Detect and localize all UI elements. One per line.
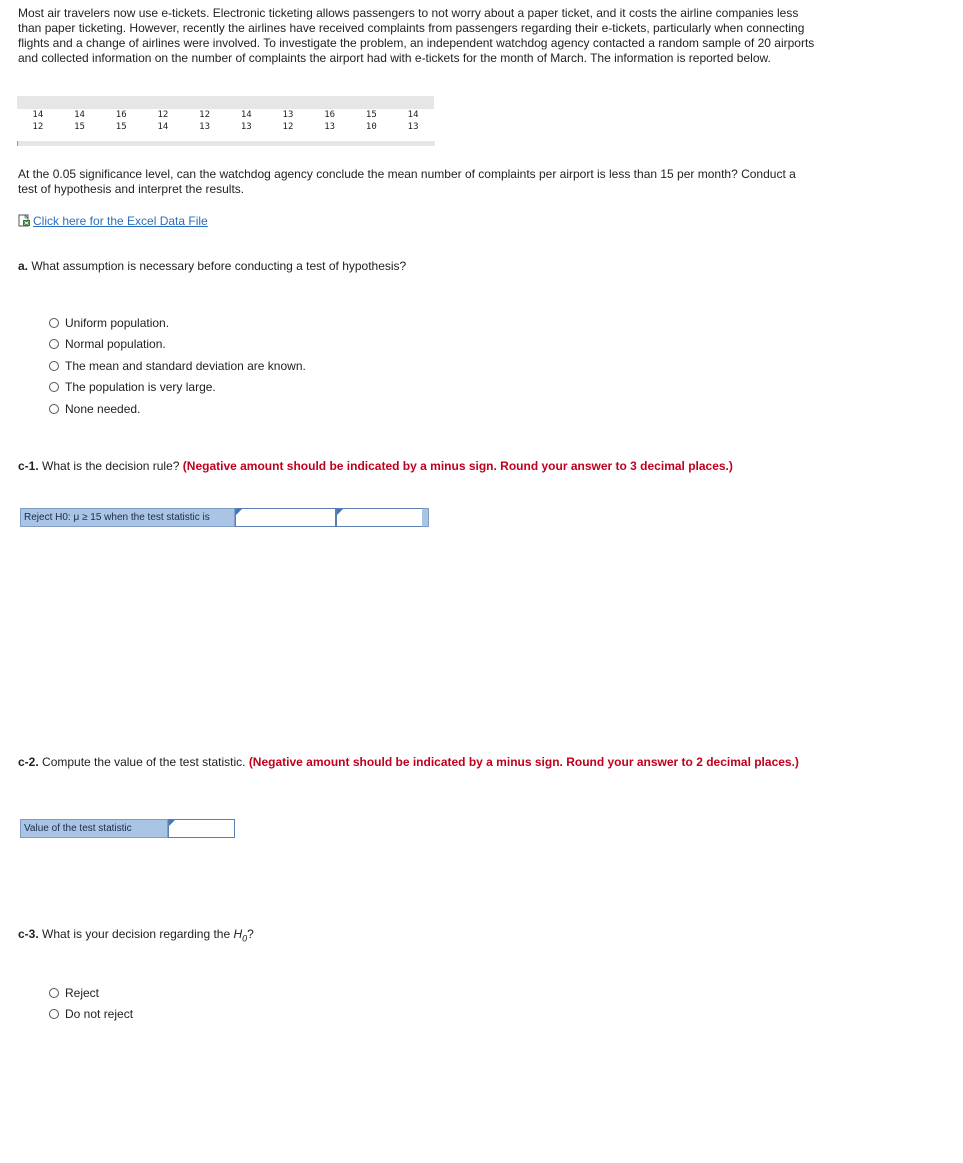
part-a-label: a. [18, 259, 29, 273]
option-label: The mean and standard deviation are known. [65, 358, 306, 373]
data-table-footer [17, 141, 435, 146]
data-row [17, 121, 434, 133]
part-c3-question [18, 927, 254, 946]
part-a-options [49, 312, 306, 420]
decision-rule-value-input[interactable] [336, 508, 422, 527]
data-cell: 13 [199, 122, 211, 132]
option-uniform-population[interactable] [49, 312, 306, 334]
data-cell: 16 [324, 110, 336, 120]
problem-intro: Most air travelers now use e-tickets. Electronic ticketing allows passengers to not worry about a paper ticket, and it costs the airline companies less than paper ticketing. However, recently the airlines have received complaints from passengers regarding their e-tickets, particularly when connecting flights and a change of airlines were involved. To investigate the problem, an independent watchdog agency contacted a random sample of 20 airports and collected information on the number of complaints the airport had with e-tickets for the month of March. The information is reported below. [18, 6, 815, 65]
part-c3-label: c-3. [18, 927, 39, 941]
test-statistic-label: Value of the test statistic [20, 819, 168, 838]
part-c2-question [18, 755, 818, 770]
complaints-data-table [17, 109, 434, 133]
data-row [17, 109, 434, 121]
data-cell: 15 [365, 110, 377, 120]
option-label: Normal population. [65, 337, 166, 352]
radio-button[interactable] [49, 988, 59, 998]
hypothesis-subscript: 0 [242, 933, 248, 944]
decision-rule-operator-input[interactable] [235, 508, 336, 527]
excel-data-file-link[interactable]: Click here for the Excel Data File [33, 214, 208, 228]
data-cell: 10 [365, 122, 377, 132]
question-text: At the 0.05 significance level, can the watchdog agency conclude the mean number of complaints per airport is less than 15 per month? Conduct a test of hypothesis and interpret the results. [18, 167, 796, 196]
decision-rule-label: Reject H0: μ ≥ 15 when the test statistic is [20, 508, 235, 527]
option-label: The population is very large. [65, 380, 216, 395]
part-c3-options [49, 982, 133, 1025]
radio-button[interactable] [49, 404, 59, 414]
option-none-needed[interactable] [49, 398, 306, 420]
data-cell: 12 [32, 122, 44, 132]
option-label: Reject [65, 985, 100, 1000]
decision-rule-row [20, 508, 429, 527]
data-cell: 12 [157, 110, 169, 120]
part-c1-question [18, 459, 918, 474]
data-cell: 15 [74, 122, 85, 132]
question-mark: ? [247, 927, 254, 941]
data-cell: 13 [240, 122, 252, 132]
data-cell: 12 [199, 110, 211, 120]
part-a-question-text: What assumption is necessary before conducting a test of hypothesis? [31, 259, 407, 273]
test-statistic-input[interactable] [168, 819, 235, 838]
data-cell: 13 [324, 122, 336, 132]
data-cell: 14 [407, 110, 419, 120]
part-c2-question-text: Compute the value of the test statistic. [42, 755, 246, 769]
part-c2-instruction: (Negative amount should be indicated by a minus sign. Round your answer to 2 decimal places.) [248, 755, 799, 769]
radio-button[interactable] [49, 382, 59, 392]
option-label: Do not reject [65, 1007, 134, 1022]
excel-file-icon [18, 214, 31, 227]
part-c1-label: c-1. [18, 459, 39, 473]
data-cell: 13 [407, 122, 419, 132]
radio-button[interactable] [49, 361, 59, 371]
data-cell: 15 [115, 122, 127, 132]
option-reject[interactable] [49, 982, 133, 1004]
option-normal-population[interactable] [49, 334, 306, 356]
part-c2-label: c-2. [18, 755, 39, 769]
hypothesis-symbol: H [233, 927, 243, 941]
data-cell: 14 [74, 110, 85, 120]
option-do-not-reject[interactable] [49, 1004, 133, 1026]
data-cell: 14 [157, 122, 169, 132]
data-cell: 14 [32, 110, 44, 120]
radio-button[interactable] [49, 318, 59, 328]
part-c1-question-text: What is the decision rule? [42, 459, 180, 473]
radio-button[interactable] [49, 339, 59, 349]
part-c1-instruction: (Negative amount should be indicated by a minus sign. Round your answer to 3 decimal places.) [182, 459, 733, 473]
part-a-question [18, 259, 406, 274]
data-cell: 16 [115, 110, 127, 120]
test-statistic-row [20, 819, 235, 838]
option-population-large[interactable] [49, 377, 306, 399]
data-cell: 13 [282, 110, 294, 120]
data-table-container [17, 96, 434, 146]
excel-link-row[interactable] [18, 214, 208, 229]
data-cell: 12 [282, 122, 294, 132]
option-mean-sd-known[interactable] [49, 355, 306, 377]
decision-rule-row-end [422, 508, 429, 527]
option-label: None needed. [65, 401, 141, 416]
data-cell: 14 [240, 110, 252, 120]
option-label: Uniform population. [65, 315, 170, 330]
data-table-header [17, 96, 434, 109]
radio-button[interactable] [49, 1009, 59, 1019]
part-c3-question-text: What is your decision regarding the [42, 927, 234, 941]
